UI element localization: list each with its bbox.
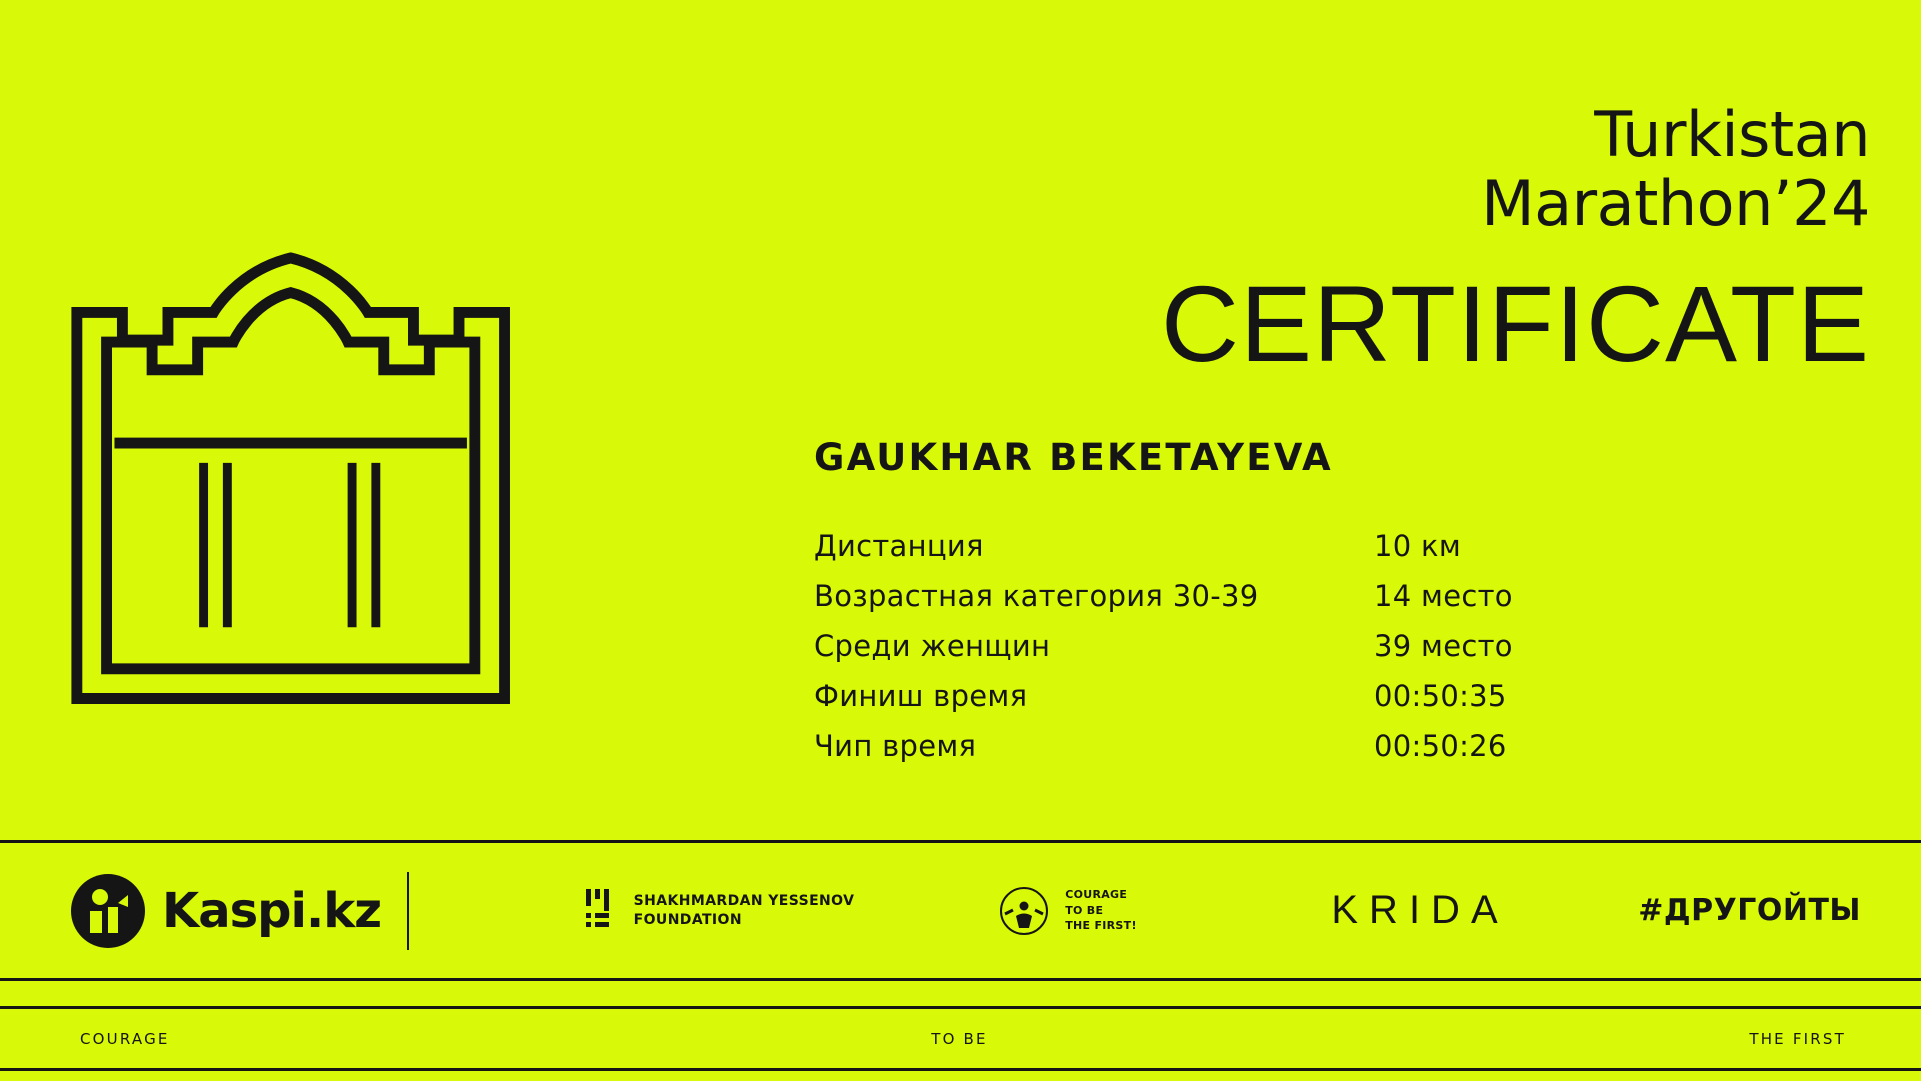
sponsor-drugoity: #ДРУГОЙТЫ [1638,893,1861,928]
table-row [814,671,1674,721]
kaspi-label: Kaspi.kz [162,882,382,939]
event-title-line1: Turkistan [1594,98,1870,171]
yessenov-line1: SHAKHMARDAN YESSENOV [633,892,855,909]
athlete-name: GAUKHAR BEKETAYEVA [814,436,1333,480]
event-title-line2: Marathon’24 [1481,167,1870,241]
event-title [800,100,1870,239]
courage-fund-runner-icon [993,880,1055,942]
sponsor-krida: KRIDA [1331,888,1509,932]
result-label: Дистанция [814,529,984,564]
courage-line1: COURAGE [1065,888,1128,902]
footer-right: THE FIRST [1749,1029,1846,1048]
sponsor-courage-fund [900,880,1230,942]
table-row [814,521,1674,571]
result-value: 00:50:35 [1374,679,1507,714]
page-title: CERTIFICATE [1160,262,1870,384]
certificate-body [800,100,1870,771]
table-row [814,571,1674,621]
courage-fund-label [1065,887,1137,933]
result-label: Чип время [814,729,977,764]
yessenov-line2: FOUNDATION [633,911,742,928]
result-value: 00:50:26 [1374,729,1507,764]
footer-slogan [0,1009,1921,1068]
result-value: 39 место [1374,629,1513,664]
kaspi-logo-icon [70,873,146,949]
sponsor-bar [0,843,1921,978]
table-row [814,621,1674,671]
courage-line2: TO BE [1065,903,1104,917]
divider-sponsors-bottom [0,978,1921,981]
footer-center: TO BE [931,1029,988,1048]
footer-left: COURAGE [80,1029,170,1048]
result-value: 14 место [1374,579,1513,614]
sponsor-kaspi [0,872,540,950]
yessenov-label [634,892,855,930]
turkistan-mausoleum-icon [55,235,675,755]
sponsor-separator [407,872,409,950]
result-label: Среди женщин [814,629,1051,664]
yessenov-bars-icon [586,889,620,933]
courage-line3: THE FIRST! [1065,919,1137,933]
results-table [800,521,1674,771]
table-row [814,721,1674,771]
result-label: Финиш время [814,679,1028,714]
divider-footer-bottom [0,1068,1921,1071]
sponsor-yessenov [540,889,900,933]
result-value: 10 км [1374,529,1462,564]
result-label: Возрастная категория 30-39 [814,579,1259,614]
